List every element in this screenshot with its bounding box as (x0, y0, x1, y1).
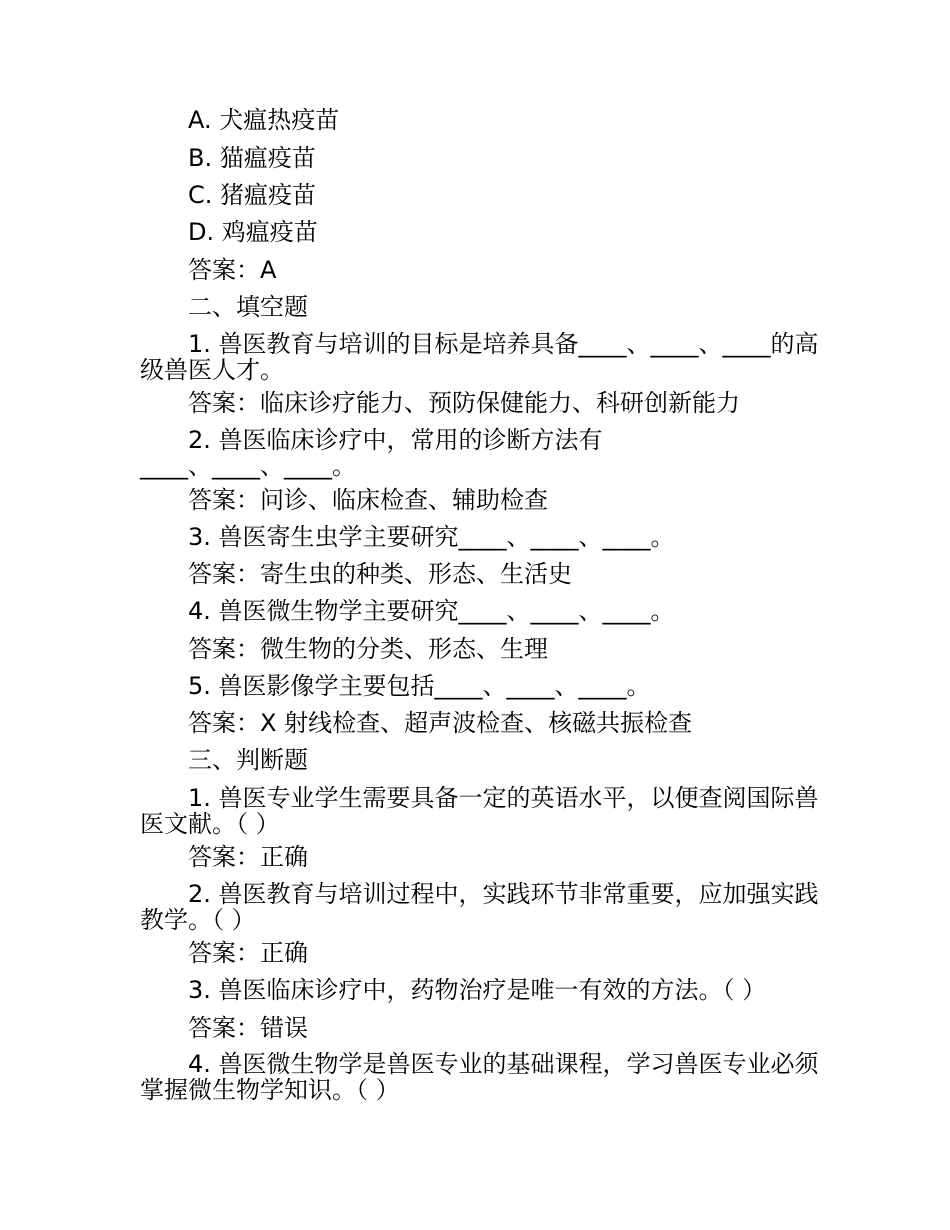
option-d: D. 鸡瘟疫苗 (188, 218, 318, 246)
fill-answer-2: 答案：问诊、临床检查、辅助检查 (188, 486, 548, 514)
fill-answer-4: 答案：微生物的分类、形态、生理 (188, 635, 548, 663)
judge-question-1: 1. 兽医专业学生需要具备一定的英语水平，以便查阅国际兽医文献。（ ） (140, 784, 819, 838)
fill-question-4: 4. 兽医微生物学主要研究____、____、____。 (188, 597, 675, 625)
option-a: A. 犬瘟热疫苗 (188, 106, 340, 134)
judge-question-2: 2. 兽医教育与培训过程中，实践环节非常重要，应加强实践教学。（ ） (140, 880, 819, 934)
option-c: C. 猪瘟疫苗 (188, 181, 317, 209)
option-b: B. 猫瘟疫苗 (188, 144, 316, 172)
section-heading-judge: 三、判断题 (188, 746, 308, 774)
judge-question-3: 3. 兽医临床诊疗中，药物治疗是唯一有效的方法。（ ） (188, 976, 767, 1004)
section-heading-fill: 二、填空题 (188, 293, 308, 321)
judge-question-4: 4. 兽医微生物学是兽医专业的基础课程，学习兽医专业必须掌握微生物学知识。（ ） (140, 1050, 819, 1104)
fill-question-1: 1. 兽医教育与培训的目标是培养具备____、____、____的高级兽医人才。 (140, 330, 819, 384)
judge-answer-2: 答案：正确 (188, 939, 308, 967)
answer-line: 答案：A (188, 256, 277, 284)
judge-answer-3: 答案：错误 (188, 1014, 308, 1042)
fill-question-3: 3. 兽医寄生虫学主要研究____、____、____。 (188, 523, 675, 551)
fill-question-5: 5. 兽医影像学主要包括____、____、____。 (188, 672, 651, 700)
fill-question-2: 2. 兽医临床诊疗中，常用的诊断方法有____、____、____。 (140, 426, 603, 480)
fill-answer-3: 答案：寄生虫的种类、形态、生活史 (188, 560, 572, 588)
fill-answer-5: 答案：X 射线检查、超声波检查、核磁共振检查 (188, 709, 693, 737)
fill-answer-1: 答案：临床诊疗能力、预防保健能力、科研创新能力 (188, 389, 740, 417)
judge-answer-1: 答案：正确 (188, 843, 308, 871)
